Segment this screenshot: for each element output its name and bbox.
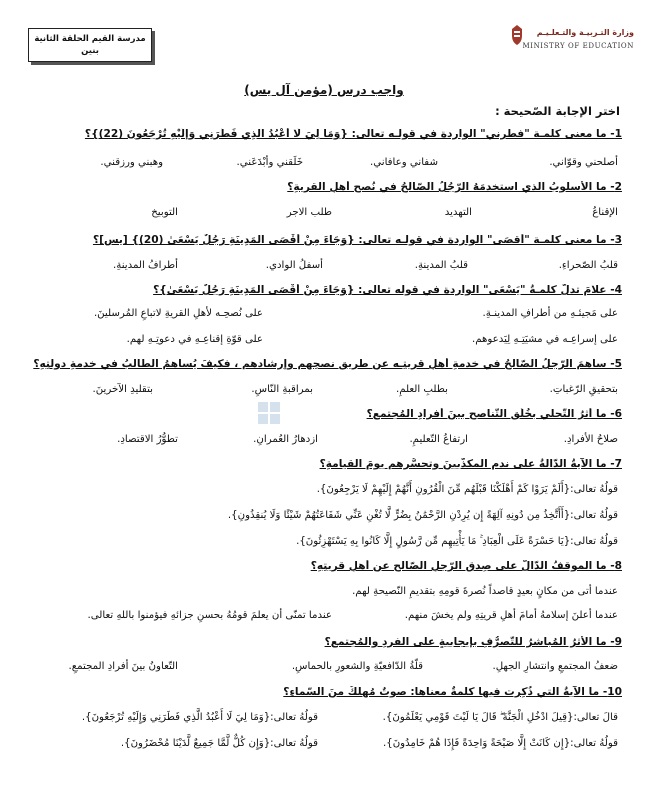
ministry-logo [504, 22, 634, 62]
q1-option-1: أصلحني وقوّاني. [549, 157, 618, 168]
question-3-text: 3- ما معنى كلمـة "أقصَى" الواردة في قولـه تعالى: {وَجَاءَ مِنْ أَقْصَى الْمَدِينَةِ رَجُلٌ يَسْعَىٰ (20)} [يس]؟ [92, 234, 622, 246]
q5-option-1: بتحقيقِ الرّغباتِ. [549, 384, 618, 395]
q7-option-3: قولُهُ تعالى:{يَا حَسْرَةً عَلَى الْعِبَادِ ۚ مَا يَأْتِيهِم مِّن رَّسُولٍ إِلَّا كَانُوا بِهِ يَسْتَهْزِئُونَ}. [296, 536, 618, 547]
question-4 [22, 284, 622, 296]
q5-option-4: بتقليدِ الآخرينَ. [92, 384, 153, 395]
q4-option-1: على مَجيئـهِ من أطرافِ المدينـةِ. [482, 308, 618, 319]
q2-option-3: طلب الاجر [286, 207, 332, 218]
q6-option-3: ازدهارُ العُمرانِ. [253, 434, 318, 445]
q3-option-2: قلبُ المدينةِ. [414, 260, 468, 271]
q3-option-1: قلبُ الصّحراءِ. [558, 260, 618, 271]
question-6-text: 6- ما أثرُ التّحلي بخُلُقِ التّناصحِ بينَ أفرادِ المُجتمعِ؟ [366, 408, 622, 420]
q10-option-3: قولُهُ تعالى:{إِن كَانَتْ إِلَّا صَيْحَةً وَاحِدَةً فَإِذَا هُمْ خَامِدُونَ}. [382, 738, 618, 749]
ministry-name-ar: وزارة التـربيـة والتـعلـيـم [536, 28, 634, 37]
q2-option-1: الإقناعُ [592, 207, 618, 218]
q1-option-2: شفاني وعافاني. [370, 157, 438, 168]
ministry-name-en: MINISTRY OF EDUCATION [522, 42, 634, 50]
page-title [0, 83, 648, 97]
question-6 [22, 408, 622, 420]
q9-option-2: قلّةُ الدّافعيّةِ والشعورِ بالحماسِ. [291, 661, 423, 672]
q10-option-4: قولُهُ تعالى:{وَإِن كُلٌّ لَّمَّا جَمِيعٌ لَّدَيْنَا مُحْضَرُونَ}. [120, 738, 318, 749]
page-title-text: واجب درس (مؤمن آل يس) [244, 83, 404, 97]
instruction: اختر الإجابة الصّحيحة : [495, 104, 620, 118]
question-8 [22, 560, 622, 572]
question-4-text: 4- علامَ تدلُّ كلمـةُ "يَسْعَى" الواردة في قوله تعالى: {وَجَاءَ مِنْ أَقْصَى الْمَدِينَةِ رَجُلٌ يَسْعَىٰ}؟ [153, 284, 622, 296]
school-name-box [28, 28, 152, 62]
q4-option-3: على إسراعِـه في مشيَتِـهِ لِيَدعوهم. [472, 334, 618, 345]
question-10 [22, 686, 622, 698]
question-2-text: 2- ما الأسلوبُ الّذي استخدمَهُ الرّجُلُ الصّالحُ في نُصحِ أهلِ القريةِ؟ [287, 181, 622, 193]
q9-option-1: ضعفُ المجتمعِ وانتشارِ الجهلِ. [492, 661, 618, 672]
question-3 [22, 234, 622, 246]
q8-option-3: عندما تمنّى أن يعلمَ قومُهُ بحسنِ جزائهِ فيؤمنوا باللهِ تعالى. [87, 610, 332, 621]
question-7 [22, 458, 622, 470]
question-9 [22, 636, 622, 648]
q6-option-4: تطوُّرُ الاقتصادِ. [117, 434, 178, 445]
q7-option-2: قولُهُ تعالى:{أَأَتَّخِذُ مِن دُونِهِ آلِهَةً إِن يُرِدْنِ الرَّحْمَٰنُ بِضُرٍّ لَّا تُغْنِ عَنِّي شَفَاعَتُهُمْ شَيْئًا وَلَا يُنقِذُونِ}. [227, 510, 618, 521]
question-10-text: 10- ما الآيةُ التي ذُكِرت فيها كلمةٌ معناها: صوتٌ مُهلكٌ منَ السّماءِ؟ [283, 686, 622, 698]
question-5-text: 5- ساهمَ الرّجلُ الصّالحُ في خدمةِ أهلِ قريتِـه عن طريقِ نصحِهم وإرشادهم ، فكيفَ يُساهمُ الطّالبُ في خدمةِ دولتِهِ؟ [33, 358, 622, 370]
question-2 [22, 181, 622, 193]
q2-option-2: التهديد [444, 207, 472, 218]
q8-option-2: عندما أعلنَ إسلامهُ أمامَ أهلِ قريتِهِ ولم يخشَ منهم. [404, 610, 618, 621]
q4-option-4: على قوّةِ إقناعِـهِ في دعوتِـهِ لهم. [126, 334, 263, 345]
question-9-text: 9- ما الأثرُ المُباشرُ للتّصرُّفِ بإيجابيةٍ على الفردِ والمُجتمعِ؟ [324, 636, 622, 648]
q7-option-1: قولُهُ تعالى:{أَلَمْ يَرَوْا كَمْ أَهْلَكْنَا قَبْلَهُم مِّنَ الْقُرُونِ أَنَّهُمْ إِلَيْهِمْ لَا يَرْجِعُونَ}. [316, 484, 618, 495]
question-7-text: 7- ما الآيةُ الدّالةُ على ندمِ المكذّبينَ وتحسُّرِهم يومَ القيامةِ؟ [319, 458, 622, 470]
question-1-text: 1- ما معنى كلمـة "فطرني" الواردة في قولـه تعالى: {وَمَا لِيَ لَا أَعْبُدُ الَّذِي فَطَرَنِي وَإِلَيْهِ تُرْجَعُونَ (22)}؟ [84, 128, 622, 140]
school-section: بنين [81, 46, 99, 56]
q6-option-2: ارتفاعُ التّعليمِ. [409, 434, 468, 445]
q10-option-1: قالَ تعالى:{قِيلَ ادْخُلِ الْجَنَّةَ ۖ قَالَ يَا لَيْتَ قَوْمِي يَعْلَمُونَ}. [382, 712, 618, 723]
school-name: مدرسة القيم الحلقة الثانية [34, 34, 146, 44]
question-8-text: 8- ما الموقفُ الدّالُّ على صِدقِ الرّجلِ الصّالحِ عن أهلِ قريتِهِ؟ [310, 560, 622, 572]
q6-option-1: صلاحُ الأفرادِ. [563, 434, 618, 445]
q2-option-4: التوبيخ [151, 207, 178, 218]
q4-option-2: على نُصحِـه لأهلِ القريةِ لاتباعِ المُرسلينَ. [93, 308, 263, 319]
q8-option-1: عندما أتى من مكانٍ بعيدٍ قاصداً نُصرةَ قومِهِ بتقديمِ النّصيحةِ لهم. [352, 586, 618, 597]
q1-option-3: خَلَقني وأبْدَعَني. [236, 157, 303, 168]
q1-option-4: وهبني ورزقني. [100, 157, 163, 168]
q3-option-4: أطرافُ المدينةِ. [113, 260, 178, 271]
q10-option-2: قولُهُ تعالى:{وَمَا لِيَ لَا أَعْبُدُ الَّذِي فَطَرَنِي وَإِلَيْهِ تُرْجَعُونَ}. [81, 712, 318, 723]
q3-option-3: أسفلُ الوادي. [265, 260, 323, 271]
question-1 [22, 128, 622, 140]
q5-option-2: بطلبِ العلمِ. [395, 384, 448, 395]
q9-option-3: التّعاونُ بينَ أفرادِ المجتمعِ. [68, 661, 178, 672]
question-5 [22, 358, 622, 370]
q5-option-3: بمراقبةِ النّاسِ. [251, 384, 313, 395]
